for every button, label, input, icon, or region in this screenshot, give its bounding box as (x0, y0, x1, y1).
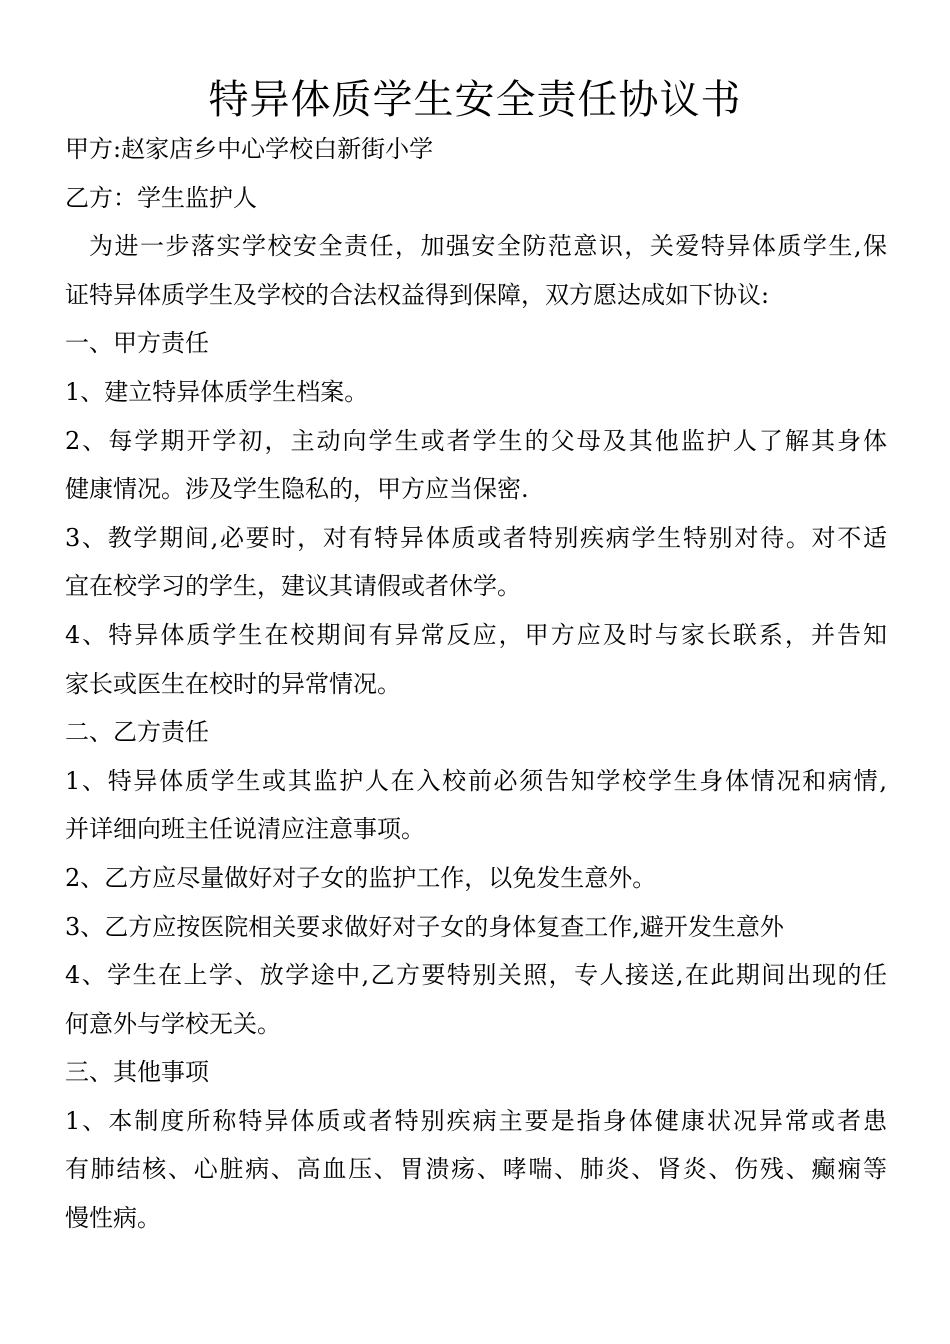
party-b-item-4-line-2: 何意外与学校无关。 (65, 1009, 281, 1038)
party-b-item-1-line-2: 并详细向班主任说清应注意事项。 (65, 815, 425, 844)
party-b-line: 乙方：学生监护人 (65, 183, 257, 212)
preamble-line-1: 为进一步落实学校安全责任，加强安全防范意识，关爱特异体质学生,保 (89, 232, 887, 261)
preamble-line-2: 证特异体质学生及学校的合法权益得到保障，双方愿达成如下协议: (65, 280, 770, 309)
other-item-1-line-1: 1、本制度所称特异体质或者特别疾病主要是指身体健康状况异常或者患 (65, 1106, 887, 1135)
party-a-item-4-line-1: 4、特异体质学生在校期间有异常反应，甲方应及时与家长联系，并告知 (65, 620, 887, 649)
section-heading-other: 三、其他事项 (65, 1058, 209, 1087)
document-title: 特异体质学生安全责任协议书 (208, 77, 742, 123)
party-b-item-4-line-1: 4、学生在上学、放学途中,乙方要特别关照，专人接送,在此期间出现的任 (65, 961, 887, 990)
party-a-line: 甲方:赵家店乡中心学校白新街小学 (65, 135, 434, 163)
party-a-item-4-line-2: 家长或医生在校时的异常情况。 (65, 669, 401, 698)
other-item-1-line-3: 慢性病。 (65, 1204, 161, 1233)
party-b-item-2: 2、乙方应尽量做好对子女的监护工作，以免发生意外。 (65, 863, 657, 892)
section-heading-party-b: 二、乙方责任 (65, 718, 209, 747)
party-b-item-1-line-1: 1、特异体质学生或其监护人在入校前必须告知学校学生身体情况和病情, (65, 766, 887, 795)
party-a-item-2-line-1: 2、每学期开学初，主动向学生或者学生的父母及其他监护人了解其身体 (65, 426, 887, 455)
document-body (65, 125, 887, 1243)
party-a-item-3-line-2: 宜在校学习的学生，建议其请假或者休学。 (65, 572, 521, 601)
party-a-item-1: 1、建立特异体质学生档案。 (65, 377, 369, 406)
party-a-item-2-line-2: 健康情况。涉及学生隐私的，甲方应当保密. (65, 475, 529, 504)
party-a-item-3-line-1: 3、教学期间,必要时，对有特异体质或者特别疾病学生特别对待。对不适 (65, 523, 887, 552)
section-heading-party-a: 一、甲方责任 (65, 329, 209, 358)
other-item-1-line-2: 有肺结核、心脏病、高血压、胃溃疡、哮喘、肺炎、肾炎、伤残、癫痫等 (65, 1155, 887, 1184)
party-b-item-3: 3、乙方应按医院相关要求做好对子女的身体复查工作,避开发生意外 (65, 912, 784, 941)
